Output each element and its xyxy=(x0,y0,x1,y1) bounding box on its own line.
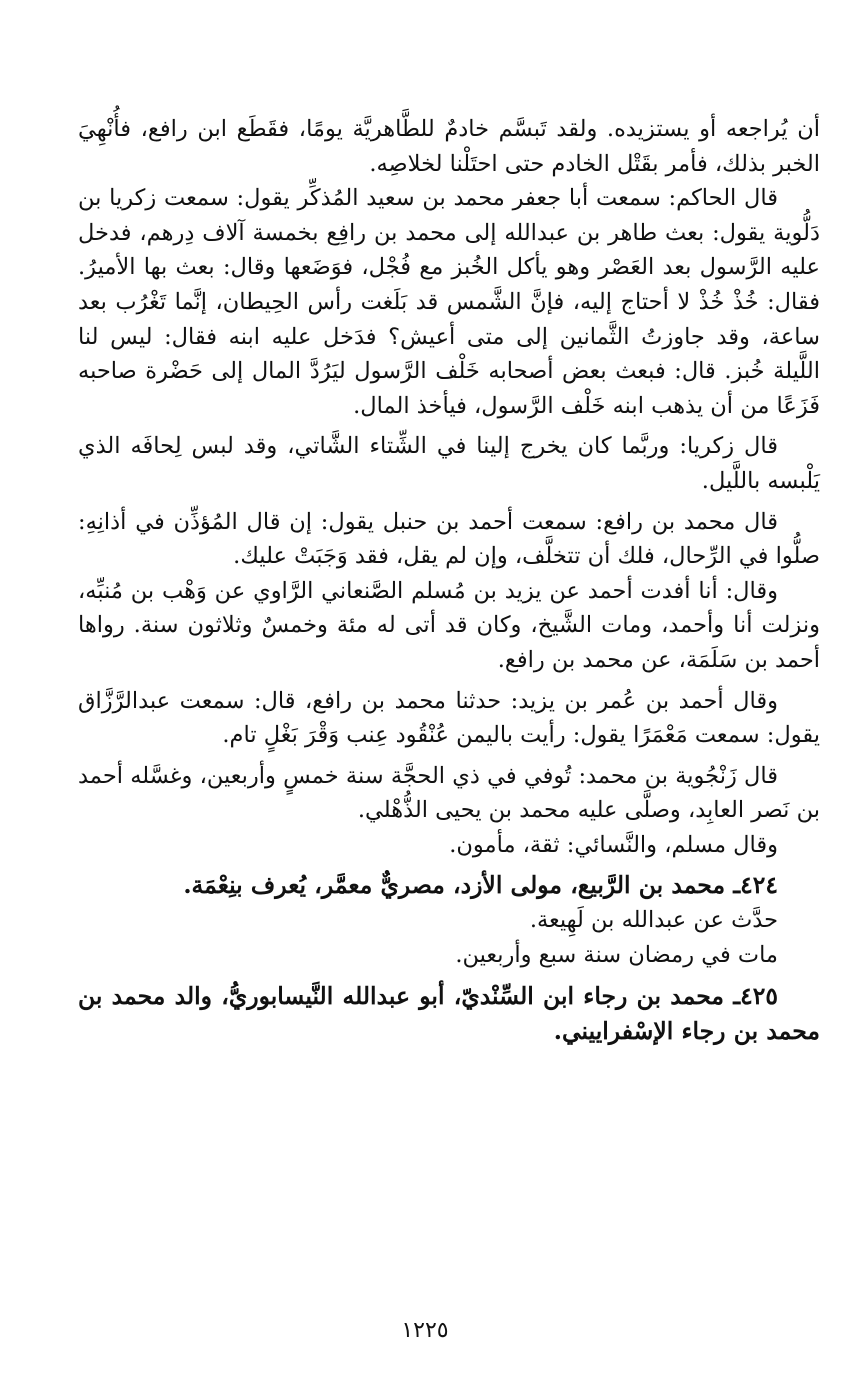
entry-424-line-1: حدَّث عن عبدالله بن لَهِيعة. xyxy=(529,907,778,934)
main-text xyxy=(78,112,820,1049)
paragraph-7: قال زَنْجُوية بن محمد: تُوفي في ذي الحجَّة سنة خمسٍ وأربعين، وغسَّله أحمد بن نَصر العابِد، وصلَّى عليه محمد بن يحيى الذُّهْلي. xyxy=(78,762,820,824)
page-number: ١٢٢٥ xyxy=(401,1318,449,1343)
paragraph-5: وقال: أنا أفدت أحمد عن يزيد بن مُسلم الصَّنعاني الرَّاوي عن وَهْب بن مُنبِّه، ونزلت أنا وأحمد، ومات الشَّيخ، وكان قد أتى له مئة وخمسٌ وثلاثون سنة. رواها أحمد بن سَلَمَة، عن محمد بن رافع. xyxy=(78,577,820,673)
entry-425-heading: ٤٢٥ـ محمد بن رجاء ابن السِّنْديّ، أبو عبدالله النَّيسابوريُّ، والد محمد بن محمد بن رجاء الإسْفراييني. xyxy=(78,981,820,1045)
paragraph-4: قال محمد بن رافع: سمعت أحمد بن حنبل يقول: إن قال المُؤذِّن في أذانِهِ: صلُّوا في الرِّحال، فلك أن تتخلَّف، وإن لم يقل، فقد وَجَبَتْ عليك. xyxy=(78,508,820,570)
entry-424-heading: ٤٢٤ـ محمد بن الرَّبيع، مولى الأزد، مصريٌّ معمَّر، يُعرف بنِعْمَة. xyxy=(183,871,778,900)
paragraph-2: قال الحاكم: سمعت أبا جعفر محمد بن سعيد المُذكِّر يقول: سمعت زكريا بن دَلُّوية يقول: بعث طاهر بن عبدالله إلى محمد بن رافِع بخمسة آلاف دِرهم، فدخل عليه الرَّسول بعد العَصْر وهو يأكل الخُبز مع فُجْل، فوَضَعها وقال: بعث بها الأميرُ. فقال: خُذْ خُذْ لا أحتاج إليه، فإنَّ الشَّمس قد بَلَغت رأس الحِيطان، إنَّما تَغْرُب بعد ساعة، وقد جاوزتُ الثَّمانين إلى متى أعيش؟ فدَخل عليه ابنه فقال: ليس لنا اللَّيلة خُبز. قال: فبعث بعض أصحابه خَلْف الرَّسول ليَرُدَّ المال إلى حَضْرة صاحبه فَزَعًا من أن يذهب ابنه خَلْف الرَّسول، فيأخذ المال. xyxy=(78,185,820,419)
paragraph-6: وقال أحمد بن عُمر بن يزيد: حدثنا محمد بن رافع، قال: سمعت عبدالرَّزَّاق يقول: سمعت مَعْمَرًا يقول: رأيت باليمن عُنْقُود عِنب وَقْرَ بَغْلٍ تام. xyxy=(78,687,820,749)
entry-424-line-2: مات في رمضان سنة سبع وأربعين. xyxy=(455,942,778,969)
paragraph-3: قال زكريا: وربَّما كان يخرج إلينا في الشِّتاء الشَّاتي، وقد لبس لِحافَه الذي يَلْبسه باللَّيل. xyxy=(78,433,820,494)
paragraph-1: أن يُراجعه أو يستزيده. ولقد تَبسَّم خادمٌ للطَّاهريَّة يومًا، فقَطَع ابن رافع، فأُنْهِيَ الخبر بذلك، فأمر بقَتْل الخادم حتى احتَلْنا لخلاصِه. xyxy=(78,116,820,177)
paragraph-8: وقال مسلم، والنَّسائي: ثقة، مأمون. xyxy=(449,831,778,858)
